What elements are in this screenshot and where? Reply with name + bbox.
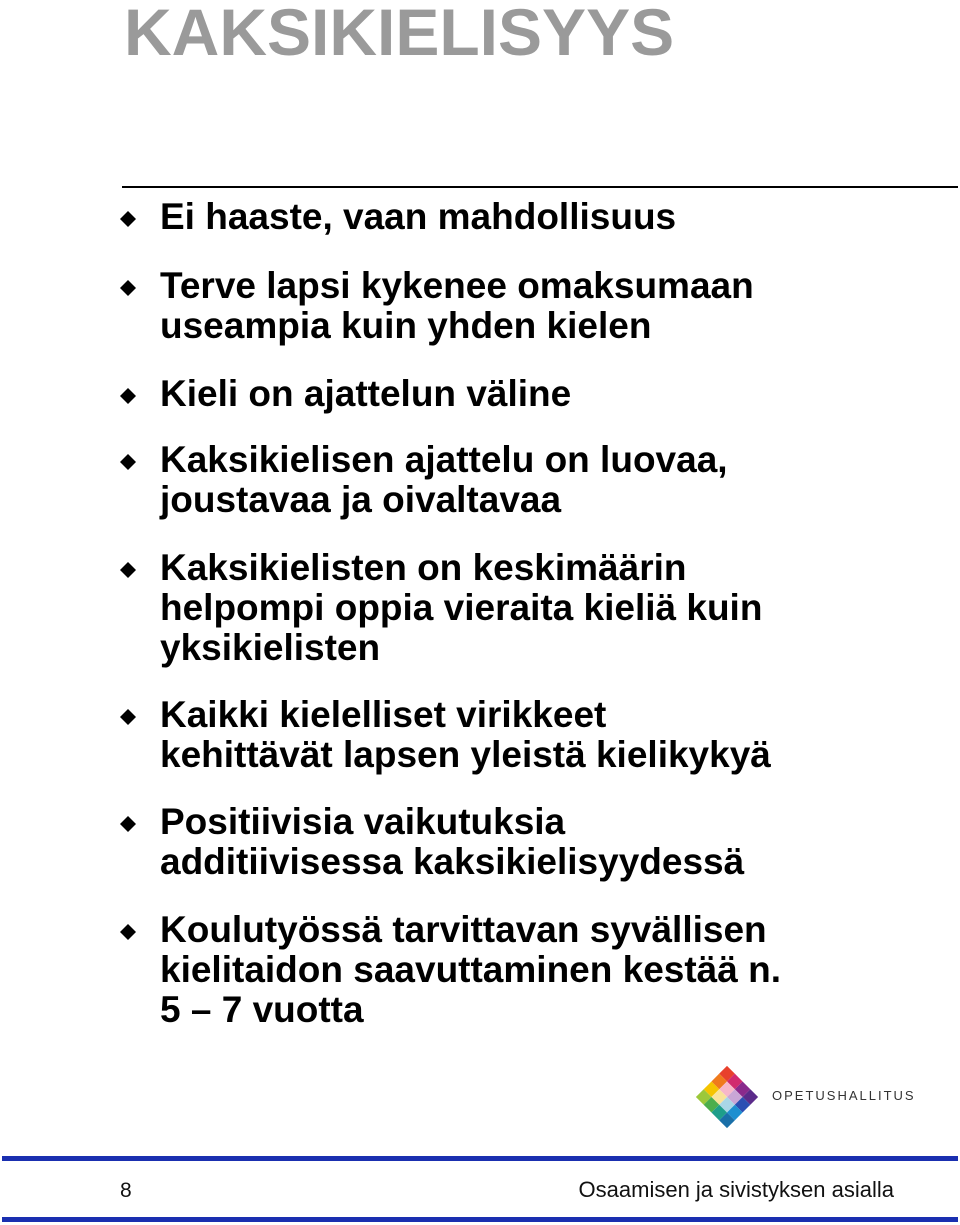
diamond-mosaic-logo-icon	[694, 1064, 760, 1130]
diamond-bullet-icon	[120, 816, 136, 832]
bullet-text: Ei haaste, vaan mahdollisuus	[160, 196, 677, 237]
bullet-text: Kaksikielisten on keskimäärin helpompi oppia vieraita kieliä kuin yksikielisten	[160, 547, 763, 668]
opetushallitus-logo	[694, 1064, 916, 1132]
bullet-text: Kaksikielisen ajattelu on luovaa, joustavaa ja oivaltavaa	[160, 439, 728, 520]
diamond-bullet-icon	[120, 562, 136, 578]
title-divider	[122, 186, 958, 188]
bullet-text: Kaikki kielelliset virikkeet kehittävät lapsen yleistä kielikykyä	[160, 694, 771, 775]
bullet-text: Kieli on ajattelun väline	[160, 373, 572, 414]
diamond-bullet-icon	[120, 388, 136, 404]
diamond-bullet-icon	[120, 280, 136, 296]
slide-title: KAKSIKIELISYYS	[124, 0, 675, 69]
diamond-bullet-icon	[120, 211, 136, 227]
bullet-text: Terve lapsi kykenee omaksumaan useampia kuin yhden kielen	[160, 265, 754, 346]
bullet-text: Positiivisia vaikutuksia additiivisessa kaksikielisyydessä	[160, 801, 745, 882]
diamond-bullet-icon	[120, 709, 136, 725]
page-number: 8	[120, 1179, 132, 1202]
diamond-bullet-icon	[120, 454, 136, 470]
footer-slogan: Osaamisen ja sivistyksen asialla	[578, 1177, 894, 1202]
bullet-text: Koulutyössä tarvittavan syvällisen kielitaidon saavuttaminen kestää n. 5 – 7 vuotta	[160, 909, 781, 1030]
logo-wordmark: OPETUSHALLITUS	[772, 1088, 916, 1103]
diamond-bullet-icon	[120, 924, 136, 940]
